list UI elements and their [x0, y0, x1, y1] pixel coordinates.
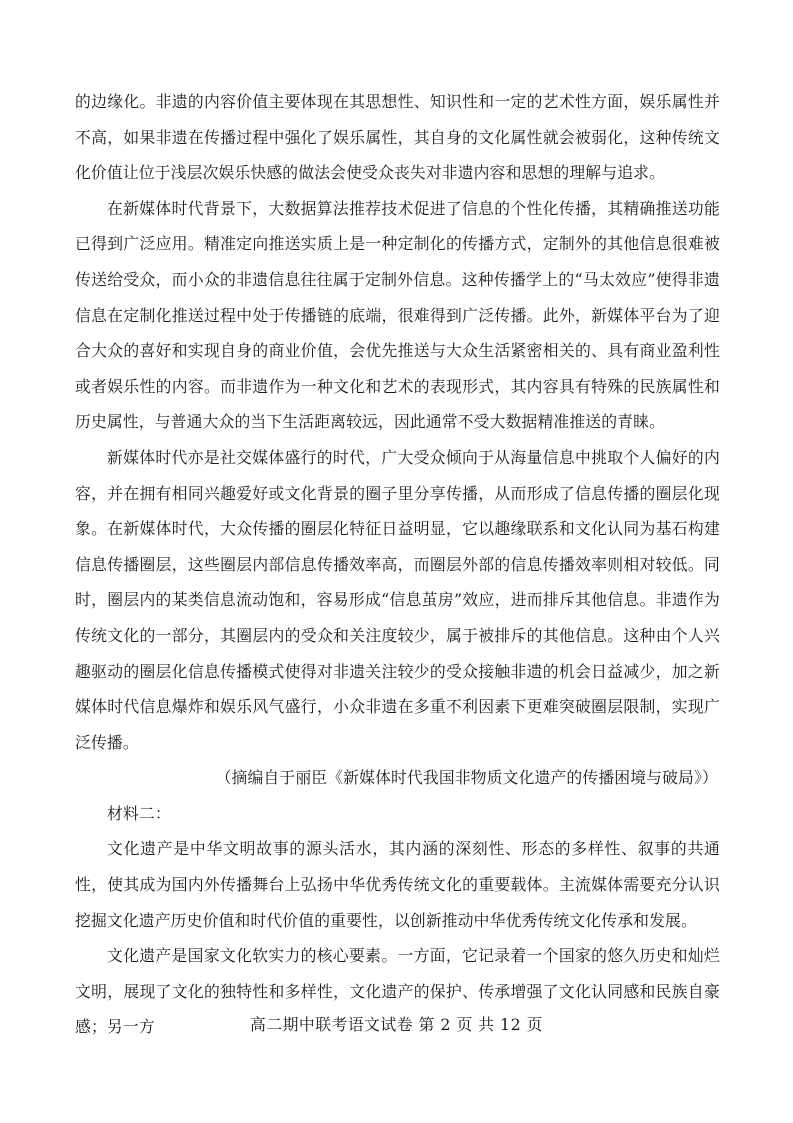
article-body — [75, 84, 720, 1045]
page-footer: 高二期中联考语文试卷 第 2 页 共 12 页 — [250, 1015, 543, 1034]
paragraph-1: 的边缘化。非遗的内容价值主要体现在其思想性、知识性和一定的艺术性方面，娱乐属性并不高，如果非遗在传播过程中强化了娱乐属性，其自身的文化属性就会被弱化，这种传统文化价值让位于浅层次娱乐快感的做法会使受众丧失对非遗内容和思想的理解与追求。 — [75, 92, 720, 183]
material-two-heading: 材料二： — [107, 803, 171, 823]
paragraph-4: 文化遗产是中华文明故事的源头活水，其内涵的深刻性、形态的多样性、叙事的共通性，使其成为国内外传播舞台上弘扬中华优秀传统文化的重要载体。主流媒体需要充分认识挖掘文化遗产历史价值和时代价值的重要性，以创新推动中华优秀传统文化传承和发展。 — [75, 839, 720, 930]
paragraph-5: 文化遗产是国家文化软实力的核心要素。一方面，它记录着一个国家的悠久历史和灿烂文明，展现了文化的独特性和多样性，文化遗产的保护、传承增强了文化认同感和民族自豪感；另一方 — [75, 946, 720, 1037]
paragraph-3: 新媒体时代亦是社交媒体盛行的时代，广大受众倾向于从海量信息中挑取个人偏好的内容，并在拥有相同兴趣爱好或文化背景的圈子里分享传播，从而形成了信息传播的圈层化现象。在新媒体时代，大众传播的圈层化特征日益明显，它以趣缘联系和文化认同为基石构建信息传播圈层，这些圈层内部信息传播效率高，而圈层外部的信息传播效率则相对较低。同时，圈层内的某类信息流动饱和，容易形成“信息茧房”效应，进而排斥其他信息。非遗作为传统文化的一部分，其圈层内的受众和关注度较少，属于被排斥的其他信息。这种由个人兴趣驱动的圈层化信息传播模式使得对非遗关注较少的受众接触非遗的机会日益减少，加之新媒体时代信息爆炸和娱乐风气盛行，小众非遗在多重不利因素下更难突破圈层限制，实现广泛传播。 — [75, 447, 720, 752]
source-citation: （摘编自于丽臣《新媒体时代我国非物质文化遗产的传播困境与破局》） — [215, 768, 718, 788]
paragraph-2: 在新媒体时代背景下，大数据算法推荐技术促进了信息的个性化传播，其精确推送功能已得到广泛应用。精准定向推送实质上是一种定制化的传播方式，定制外的其他信息很难被传送给受众，而小众的非遗信息往往属于定制外信息。这种传播学上的“马太效应”使得非遗信息在定制化推送过程中处于传播链的底端，很难得到广泛传播。此外，新媒体平台为了迎合大众的喜好和实现自身的商业价值，会优先推送与大众生活紧密相关的、具有商业盈利性或者娱乐性的内容。而非遗作为一种文化和艺术的表现形式，其内容具有特殊的民族属性和历史属性，与普通大众的当下生活距离较远，因此通常不受大数据精准推送的青睐。 — [75, 198, 720, 432]
